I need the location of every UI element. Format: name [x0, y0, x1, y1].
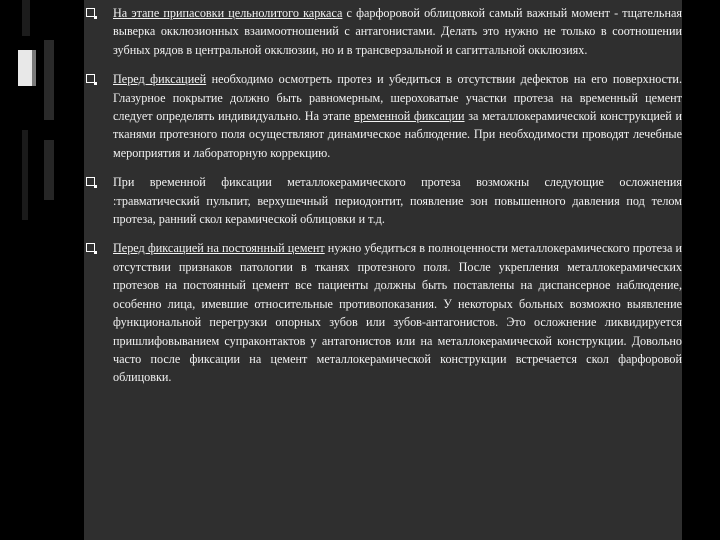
bullet-text: необходимо осмотреть протез и убедиться в отсутствии дефектов на его поверхности. Глазурное покрытие должно быть равномерным, шероховатые участки протеза на временный цемент следует определять индивидуально. На этапе [113, 72, 682, 124]
underlined-phrase: Перед фиксацией [113, 72, 207, 87]
checkbox-bullet-icon [86, 177, 95, 186]
checkbox-bullet-icon [86, 74, 95, 83]
checkbox-bullet-icon [86, 243, 95, 252]
underlined-phrase: На этапе припасовки цельнолитого каркаса [113, 6, 343, 20]
bullet-item [84, 4, 682, 59]
slide-content-panel [84, 0, 682, 540]
checkbox-bullet-icon [86, 8, 95, 17]
bullet-text: При временной фиксации металлокерамического протеза возможны следующие осложнения :травматический пульпит, верхушечный периодонтит, появление зон повышенного давления под телом протеза, ранний скол керамической облицовки и т.д. [113, 175, 682, 227]
stripe [44, 40, 54, 120]
bullet-item [84, 239, 682, 386]
bullet-text: с фарфоровой облицовкой самый важный момент - тщательная выверка окклюзионных взаимоотношений с антагонистами. Делать это нужно не только в соотношении зубных рядов в центральной окклюзии, но и в трансверзальной и сагиттальной окклюзиях. [113, 6, 682, 57]
bullet-text: нужно убедиться в полноценности металлокерамического протеза и отсутствии признаков патологии в тканях протезного поля. После укрепления металлокерамических протезов на постоянный цемент все пациенты должны быть поставлены на диспансерное наблюдение, особенно лица, имевшие относительные противопоказания. У некоторых больных возможно выявление функциональной перегрузки опорных зубов или зубов-антагонистов. Это осложнение ликвидируется пришлифовыванием супраконтактов у антагонистов или на металлокерамической конструкции. Довольно часто после фиксации на цемент металлокерамической конструкции встречается скол фарфоровой облицовки. [113, 241, 682, 385]
underlined-phrase: временной фиксации [354, 109, 465, 124]
stripe [22, 130, 28, 220]
stripe [32, 50, 36, 86]
stripe [44, 140, 54, 200]
bullet-item [84, 173, 682, 228]
decorative-side-stripes [0, 0, 60, 540]
bullet-item [84, 70, 682, 162]
underlined-phrase: Перед фиксацией на постоянный цемент [113, 241, 325, 256]
stripe [22, 0, 30, 36]
stripe [18, 50, 32, 86]
bullet-list [84, 4, 682, 398]
bullet-text: за металлокерамической конструкцией и тканями протезного поля осуществляют динамическое наблюдение. При необходимости проводят лечебные мероприятия и лабораторную коррекцию. [113, 109, 682, 160]
